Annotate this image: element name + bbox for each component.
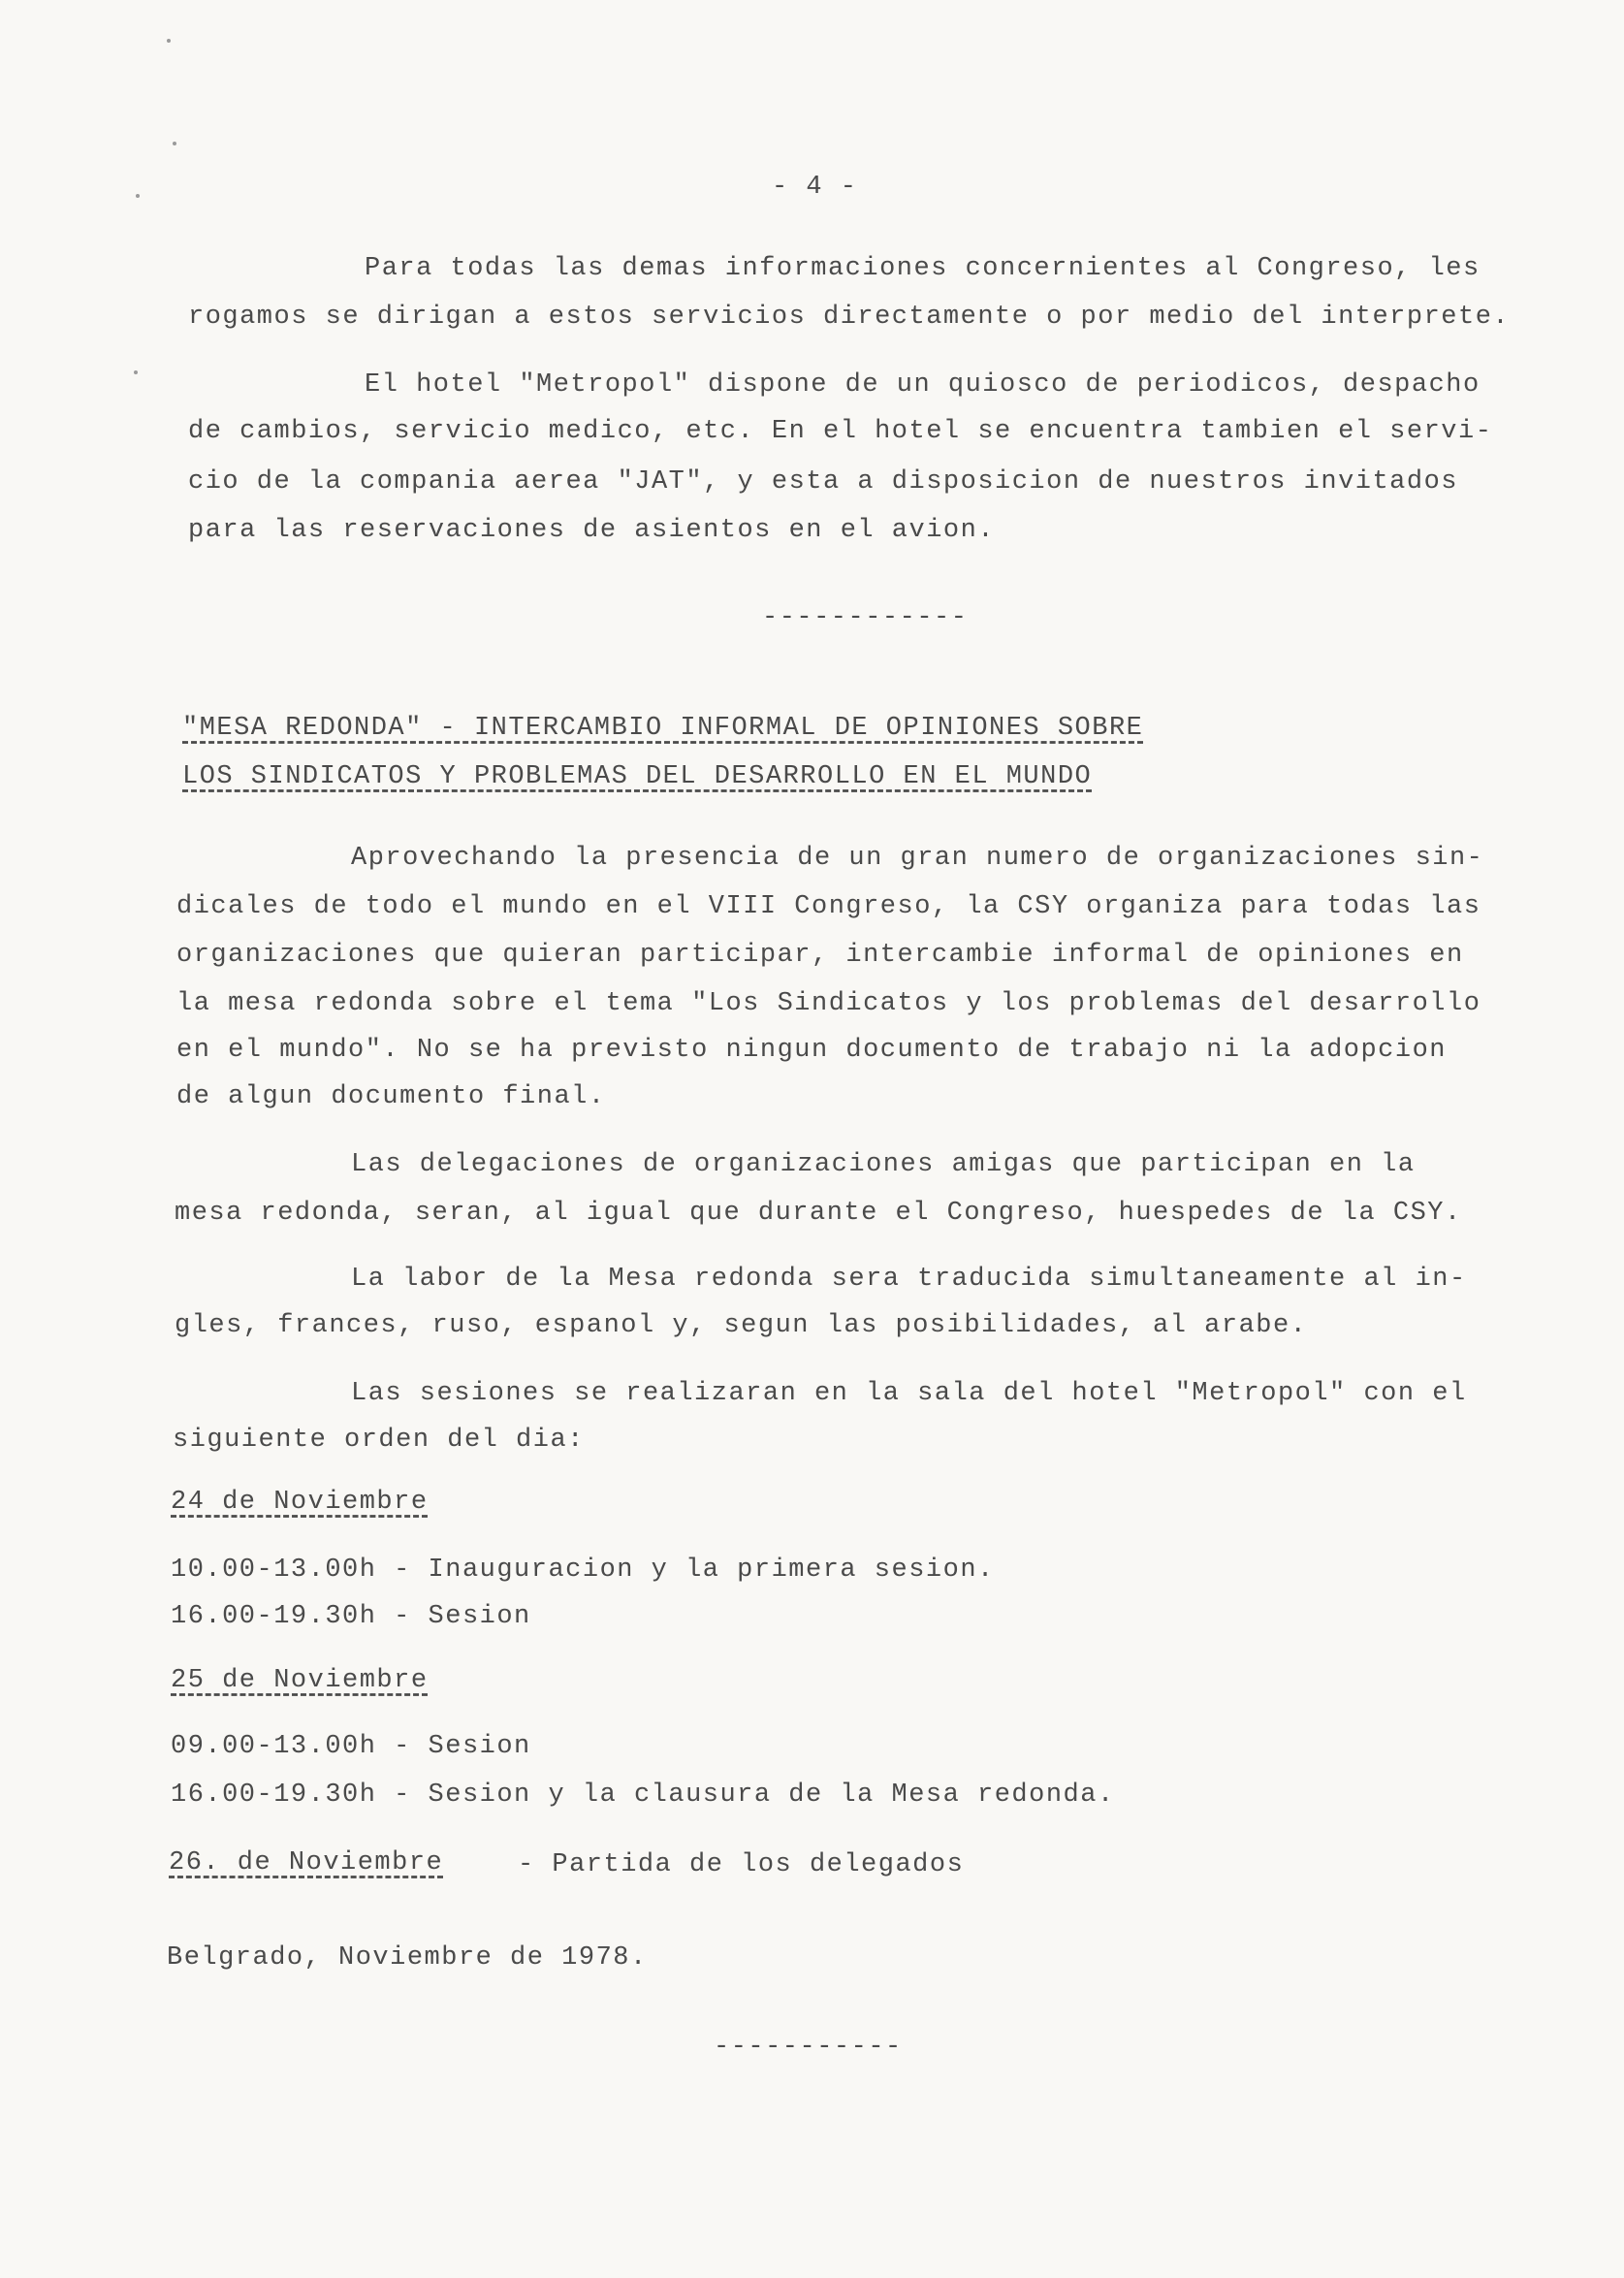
schedule-item: 10.00-13.00h - Inauguracion y la primera sesion.: [171, 1556, 995, 1585]
text-line: Las delegaciones de organizaciones amigas que participan en la: [351, 1150, 1416, 1179]
paper-speck: [136, 194, 140, 198]
closing-line: Belgrado, Noviembre de 1978.: [167, 1943, 648, 1973]
separator: ------------: [762, 603, 969, 632]
text-line: Aprovechando la presencia de un gran numero de organizaciones sin-: [351, 844, 1484, 873]
schedule-date: 26. de Noviembre: [169, 1848, 444, 1877]
schedule-item: 16.00-19.30h - Sesion: [171, 1602, 531, 1631]
schedule-item: - Partida de los delegados: [518, 1850, 965, 1879]
separator: -----------: [714, 2033, 903, 2062]
text-line: organizaciones que quieran participar, intercambie informal de opiniones en: [176, 941, 1464, 970]
text-line: El hotel "Metropol" dispone de un quiosco de periodicos, despacho: [365, 370, 1481, 400]
paper-speck: [134, 370, 138, 374]
text-line: la mesa redonda sobre el tema "Los Sindicatos y los problemas del desarrollo: [176, 989, 1481, 1018]
section-heading: "MESA REDONDA" - INTERCAMBIO INFORMAL DE OPINIONES SOBRE: [182, 714, 1144, 743]
text-line: Para todas las demas informaciones concernientes al Congreso, les: [365, 254, 1481, 283]
page-number: - 4 -: [772, 173, 858, 202]
text-line: rogamos se dirigan a estos servicios directamente o por medio del interprete.: [188, 303, 1511, 332]
text-line: en el mundo". No se ha previsto ningun documento de trabajo ni la adopcion: [176, 1036, 1447, 1065]
text-line: dicales de todo el mundo en el VIII Congreso, la CSY organiza para todas las: [176, 892, 1481, 921]
section-heading: LOS SINDICATOS Y PROBLEMAS DEL DESARROLLO EN EL MUNDO: [182, 762, 1093, 791]
text-line: de cambios, servicio medico, etc. En el hotel se encuentra tambien el servi-: [188, 417, 1493, 446]
schedule-item: 16.00-19.30h - Sesion y la clausura de la Mesa redonda.: [171, 1781, 1115, 1810]
schedule-date: 25 de Noviembre: [171, 1666, 429, 1695]
paper-speck: [167, 39, 171, 43]
text-line: para las reservaciones de asientos en el avion.: [188, 516, 996, 545]
paper-speck: [173, 142, 176, 145]
text-line: La labor de la Mesa redonda sera traducida simultaneamente al in-: [351, 1265, 1467, 1294]
schedule-item: 09.00-13.00h - Sesion: [171, 1732, 531, 1761]
text-line: cio de la compania aerea "JAT", y esta a disposicion de nuestros invitados: [188, 467, 1458, 497]
text-line: gles, frances, ruso, espanol y, segun las posibilidades, al arabe.: [175, 1311, 1308, 1340]
text-line: de algun documento final.: [176, 1082, 606, 1111]
schedule-date: 24 de Noviembre: [171, 1488, 429, 1517]
text-line: siguiente orden del dia:: [173, 1426, 585, 1455]
text-line: Las sesiones se realizaran en la sala del hotel "Metropol" con el: [351, 1379, 1467, 1408]
text-line: mesa redonda, seran, al igual que durante el Congreso, huespedes de la CSY.: [175, 1199, 1462, 1228]
